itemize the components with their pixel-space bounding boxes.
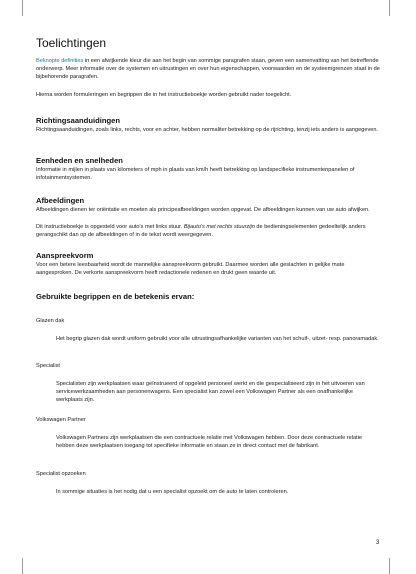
afbeeldingen-text-2b: de bedieningselementen gedeeltelijk anders gerangschikt dan op de afbeeldingen of in de tekst wordt weergegeven. — [36, 224, 366, 238]
crop-mark-bottom-left — [22, 558, 23, 574]
heading-richtingsaanduidingen: Richtingsaanduidingen — [36, 116, 120, 125]
intro-paragraph-2: Hierna worden formuleringen en begrippen die in het instructieboekje worden gebruikt nader toegelicht. — [36, 92, 292, 98]
definition-volkswagen-partner: Volkswagen Partners zijn werkplaatsen die een contractuele relatie met Volkswagen hebben. Door deze contractuele relatie hebben deze werkplaatsen toegang tot specifieke informatie en staan ze in direct contact met de fabrikant. — [56, 435, 362, 449]
aanspreekvorm-text: Voor een betere leesbaarheid wordt de mannelijke aanspreekvorm gebruikt. Daarmee worden alle geslachten in gelijke mate aangesproken. De verkorte aanspreekvorm heeft redactionele redenen en drukt geen waarde uit. — [36, 262, 345, 276]
page-title: Toelichtingen — [36, 36, 107, 50]
afbeeldingen-italic-text: Bijauto's met rechts stuurzijn — [183, 224, 255, 230]
intro-text: in een afwijkende kleur die aan het begin van sommige paragrafen staan, geven een samenvatting van het betreffende onderwerp. Meer informatie over de systemen en uitrustingen en over hun eigenschappen, voorwaarden en de systeemgrenzen staat in de bijbehorende paragrafen. — [36, 58, 380, 80]
crop-mark-top-left — [22, 0, 23, 16]
heading-eenheden: Eenheden en snelheden — [36, 156, 123, 165]
eenheden-text: Informatie in mijlen in plaats van kilometers of mph in plaats van km/h heeft betrekking op landspecifieke instrumentenpanelen of infotainmentsystemen. — [36, 167, 355, 181]
intro-paragraph — [36, 58, 380, 82]
crop-mark-bottom-right — [389, 558, 390, 574]
term-specialist: Specialist — [36, 363, 60, 369]
term-volkswagen-partner: Volkswagen Partner — [36, 417, 86, 423]
term-specialist-opzoeken: Specialist opzoeken — [36, 471, 86, 477]
definition-specialist: Specialisten zijn werkplaatsen waar geïnstrueerd of opgeleid personeel werkt en die gespecialiseerd zijn in het uitvoeren van servicewerkzaamheden aan personenwagens. Een specialist kan zowel een Volkswagen Partner als een onafhankelijke werkplaats zijn. — [56, 381, 365, 403]
crop-mark-top-right — [389, 0, 390, 16]
term-glazen-dak: Glazen dak — [36, 318, 65, 324]
page-number: 3 — [376, 540, 380, 546]
richting-text: Richtingsaanduidingen, zoals links, rechts, voor en achter, hebben normaliter betrekking op de rijrichting, tenzij iets anders is aangegeven. — [36, 127, 379, 133]
heading-begrippen: Gebruikte begrippen en de betekenis ervan: — [36, 292, 195, 301]
definition-glazen-dak: Het begrip glazen dak wordt uniform gebruikt voor alle uitrustingsafhankelijke varianten van het schuif-, uitzet- resp. panoramadak. — [56, 336, 379, 342]
heading-aanspreekvorm: Aanspreekvorm — [36, 251, 94, 260]
afbeeldingen-text-1: Afbeeldingen dienen ter oriëntatie en moeten als principeafbeeldingen worden opgevat. De afbeeldingen kunnen van uw auto afwijken. — [36, 207, 370, 213]
definition-specialist-opzoeken: In sommige situaties is het nodig dat u een specialist opzoekt om de auto te laten controleren. — [56, 489, 289, 495]
afbeeldingen-text-2a: Dit instructieboekje is opgesteld voor auto's met links stuur. — [36, 224, 184, 230]
heading-afbeeldingen: Afbeeldingen — [36, 196, 85, 205]
afbeeldingen-text-2 — [36, 224, 380, 240]
definitions-link-text: Beknopte definities — [36, 58, 84, 64]
